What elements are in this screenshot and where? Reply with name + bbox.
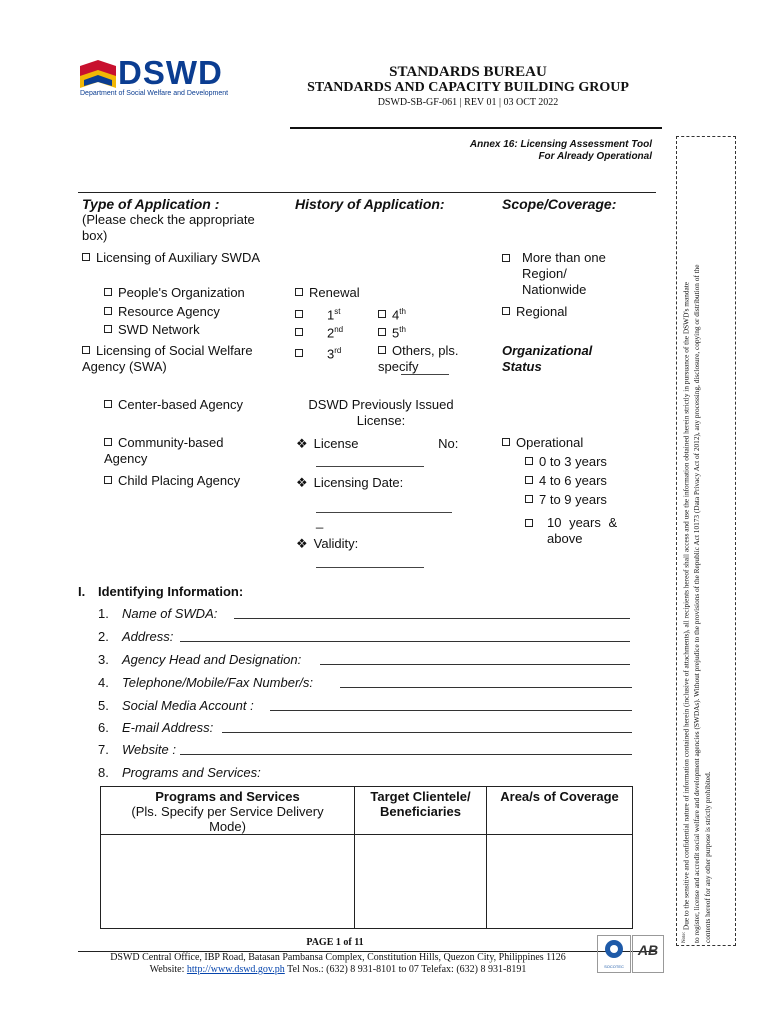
section-title: Identifying Information: [98,584,244,599]
r2-checkbox[interactable] [295,328,303,336]
header-rule [290,127,662,129]
confidentiality-box [676,136,736,946]
field-telephone[interactable] [98,675,313,691]
scope-more[interactable] [502,250,634,298]
table-header-rule [101,834,632,835]
validity-label: Validity: [313,536,359,551]
regional-label: Regional [516,304,568,319]
socotec-text: SOCOTEC [604,964,624,969]
r5-suffix: th [399,325,406,334]
r1-checkbox[interactable] [295,310,303,318]
po-checkbox[interactable] [104,288,112,296]
field-label: Name of SWDA: [122,606,218,621]
years-4-6-label: 4 to 6 years [539,473,607,488]
telephone-numbers: Tel Nos.: (632) 8 931-8101 to 07 Telefax: (632) 8 931-8191 [287,964,527,975]
years-7-9[interactable] [525,492,607,508]
diamond-bullet-icon: ❖ [296,536,308,551]
r3-suffix: rd [334,346,342,355]
licensing-date-blank[interactable] [316,512,452,513]
community-option[interactable] [104,435,264,467]
license-no [296,436,458,452]
field-label: Telephone/Mobile/Fax Number/s: [122,675,314,690]
field-label: Address: [122,629,174,644]
aux-label: Licensing of Auxiliary SWDA [96,250,261,265]
renewal-5th[interactable] [378,322,406,341]
renewal-checkbox[interactable] [295,288,303,296]
community-checkbox[interactable] [104,438,112,446]
others-checkbox[interactable] [378,346,386,354]
field-email[interactable] [98,720,213,736]
socotec-badge [597,935,631,973]
history-heading: History of Application: [295,196,445,212]
community-label: Community-based Agency [104,435,224,466]
child-checkbox[interactable] [104,476,112,484]
certification-icon [604,939,624,959]
swa-label: Licensing of Social Welfare Agency (SWA) [82,343,253,374]
aux-option[interactable] [82,250,278,266]
child-label: Child Placing Agency [118,473,241,488]
ra-checkbox[interactable] [104,307,112,315]
aux-checkbox[interactable] [82,253,90,261]
col-programs-header [101,789,354,834]
r3-checkbox[interactable] [295,349,303,357]
field-number: 1. [98,606,109,621]
center-option[interactable] [104,397,243,413]
diamond-bullet-icon: ❖ [296,436,308,451]
field-line[interactable] [180,641,630,642]
years-10[interactable] [525,515,635,547]
aux-swdn[interactable] [104,322,200,338]
field-label: Website : [122,742,176,757]
renewal-label: Renewal [309,285,360,300]
diamond-bullet-icon: ❖ [296,475,308,490]
years-4-6[interactable] [525,473,607,489]
validity-blank[interactable] [316,567,424,568]
ab-text: AB [637,942,659,958]
field-website[interactable] [98,742,176,758]
field-number: 4. [98,675,109,690]
field-number: 5. [98,698,109,713]
ab-badge [632,935,664,973]
field-name[interactable] [98,606,217,622]
r5-checkbox[interactable] [378,328,386,336]
validity [296,536,358,552]
regional-checkbox[interactable] [502,307,510,315]
renewal-option[interactable] [295,285,360,301]
field-agency-head[interactable] [98,652,301,668]
r1-label: 1 [327,307,335,323]
bureau-title: STANDARDS BUREAU [389,64,547,80]
doc-code: DSWD-SB-GF-061 | REV 01 | 03 OCT 2022 [377,97,559,108]
more-checkbox[interactable] [502,254,510,262]
field-label: Social Media Account : [122,698,254,713]
center-checkbox[interactable] [104,400,112,408]
logo-text: DSWD [118,54,223,91]
confidentiality-text [679,141,713,943]
operational-checkbox[interactable] [502,438,510,446]
r4-suffix: th [399,307,406,316]
field-line[interactable] [234,618,630,619]
swa-checkbox[interactable] [82,346,90,354]
years-0-3-label: 0 to 3 years [539,454,607,469]
more-label: More than one Region/ Nationwide [522,250,606,297]
note-lead: Note: [682,931,687,943]
child-option[interactable] [104,473,240,489]
years-4-6-checkbox[interactable] [525,476,533,484]
note-line-2: to register, license and accredit social welfare and development agencies (SWDAs). Without prejudice to the provisions of the Republic Act 10173 (Data Privacy Act of 2012), any processing, disclosure, copying or distribution of the [692,264,702,943]
logo-subtitle: Department of Social Welfare and Development [80,90,229,97]
license-no-label: License No: [313,436,459,451]
programs-table [100,786,633,929]
operational-label: Operational [516,435,584,450]
footer-address: DSWD Central Office, IBP Road, Batasan Pambansa Complex, Constitution Hills, Quezon City, Philippines 1126 [110,952,566,963]
field-label: Programs and Services: [122,765,261,780]
aux-po[interactable] [104,285,245,301]
field-line[interactable] [340,687,632,688]
col-area-header: Area/s of Coverage [500,789,619,804]
footer-contacts [88,964,588,975]
renewal-2nd[interactable] [295,322,343,341]
field-number: 8. [98,765,109,780]
renewal-3rd[interactable] [295,343,341,362]
field-social-media[interactable] [98,698,254,714]
programs-header-title: Programs and Services [155,789,300,804]
licensing-date-label: Licensing Date: [313,475,404,490]
page-number: PAGE 1 of 11 [306,937,364,948]
operational-option[interactable] [502,435,583,451]
dswd-logo [78,54,233,102]
field-number: 6. [98,720,109,735]
po-label: People's Organization [118,285,245,300]
years-7-9-checkbox[interactable] [525,495,533,503]
licensing-date-underscore: _ [316,514,324,529]
renewal-others[interactable] [378,343,486,375]
renewal-1st[interactable] [295,304,340,323]
ra-label: Resource Agency [118,304,220,319]
swa-option[interactable] [82,343,278,375]
note-line-1 [679,141,691,943]
field-line[interactable] [222,732,632,733]
others-label: Others, pls. specify [378,343,459,374]
group-title: STANDARDS AND CAPACITY BUILDING GROUP [307,80,629,95]
swdn-checkbox[interactable] [104,325,112,333]
years-7-9-label: 7 to 9 years [539,492,607,507]
years-0-3-checkbox[interactable] [525,457,533,465]
note-line-3: contents hereof for any other purpose is strictly prohibited. [703,771,713,943]
field-line[interactable] [320,664,630,665]
website-link[interactable]: http://www.dswd.gov.ph [186,964,285,975]
years-0-3[interactable] [525,454,607,470]
licensing-date [296,475,403,491]
org-status-heading: Organizational Status [502,343,593,374]
annex-line2: For Already Operational [538,151,652,162]
annex-line1: Annex 16: Licensing Assessment Tool [469,139,652,150]
field-number: 3. [98,652,109,667]
section-number: I. [78,584,86,599]
field-programs [98,765,261,781]
programs-header-note: (Pls. Specify per Service Delivery Mode) [131,804,324,834]
note-line-1-text: Due to the sensitive and confidential nature of information contained herein (inclusive of attachments), all recipients hereof shall access and use the information obtained herein strictly in pursuance of the DSWD's mandate [681,281,691,931]
r5-label: 5 [392,325,400,341]
table-divider [486,787,487,928]
r1-suffix: st [334,307,341,316]
r4-checkbox[interactable] [378,310,386,318]
field-line[interactable] [270,710,632,711]
r3-label: 3 [327,346,335,362]
aux-ra[interactable] [104,304,220,320]
field-label: Agency Head and Designation: [122,652,302,667]
license-no-blank[interactable] [316,466,424,467]
renewal-4th[interactable] [378,304,406,323]
center-label: Center-based Agency [118,397,244,412]
years-10-label: 10 years & above [547,515,618,546]
field-line[interactable] [180,754,632,755]
years-10-checkbox[interactable] [525,519,533,527]
type-note: (Please check the appropriate box) [82,212,255,243]
type-heading: Type of Application : [82,196,220,212]
field-address[interactable] [98,629,173,645]
field-number: 2. [98,629,109,644]
scope-heading: Scope/Coverage: [502,196,617,212]
r2-label: 2 [327,325,335,341]
r2-suffix: nd [334,325,344,334]
dswd-emblem-icon [78,60,118,90]
website-label: Website: [149,964,185,975]
col-target-header: Target Clientele/ Beneficiaries [370,789,471,819]
field-label: E-mail Address: [122,720,214,735]
others-blank[interactable] [401,374,449,375]
scope-regional[interactable] [502,304,567,320]
prev-license-label: DSWD Previously Issued License: [308,397,454,428]
r4-label: 4 [392,307,400,323]
field-number: 7. [98,742,109,757]
swdn-label: SWD Network [118,322,200,337]
